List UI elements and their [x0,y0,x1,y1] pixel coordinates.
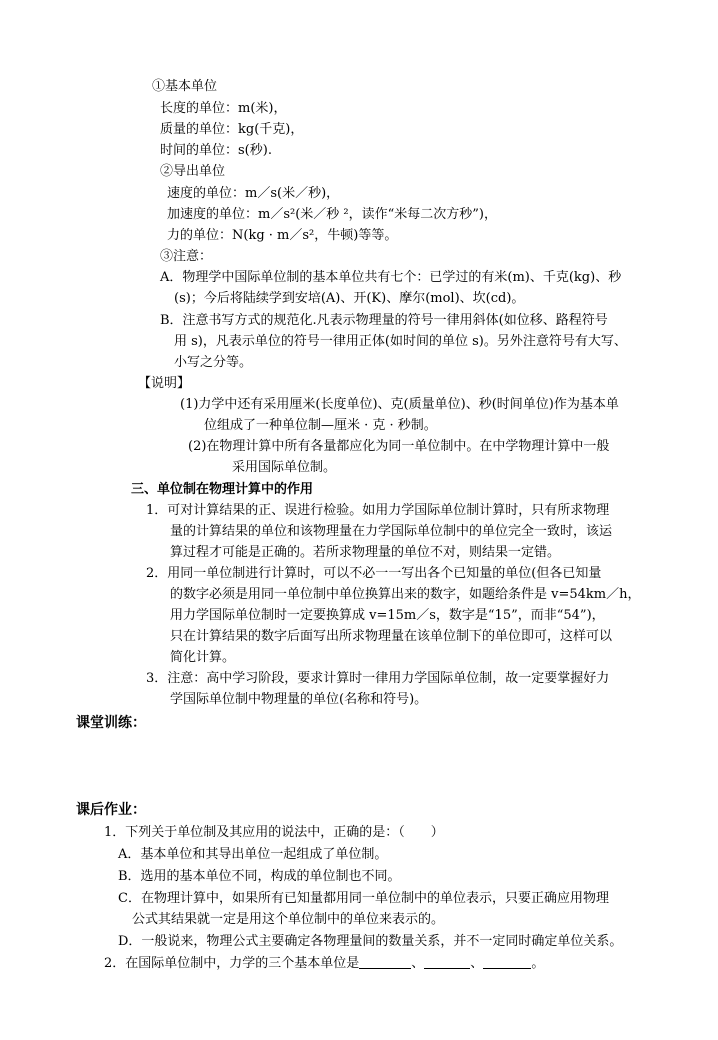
question-1: 1．下列关于单位制及其应用的说法中，正确的是：（ ） [104,825,444,840]
homework-heading: 课后作业： [76,802,146,818]
question-2-text: 2．在国际单位制中，力学的三个基本单位是 [104,956,360,971]
derived-units-heading: ②导出单位 [160,164,226,179]
section-3-item-3-line-1: 3．注意：高中学习阶段，要求计算时一律用力学国际单位制，故一定要掌握好力 [146,671,610,686]
speed-unit-line: 速度的单位：m／s(米／秒)， [167,186,340,201]
acceleration-unit-line: 加速度的单位：m／s²(米／秒 ²，读作“米每二次方秒”)， [167,207,497,222]
question-1-option-c-line-2: 公式其结果就一定是用这个单位制中的单位来表示的。 [132,912,445,927]
notes-heading: ③注意： [160,249,213,264]
section-3-item-2-line-3: 用力学国际单位制时一定要换算成 v=15m／s，数字是“15”，而非“54”)， [170,608,605,623]
explanation-2-line-1: (2)在物理计算中所有各量都应化为同一单位制中。在中学物理计算中一般 [188,439,610,454]
explanation-heading: 【说明】 [138,376,191,391]
explanation-1-line-1: (1)力学中还有采用厘米(长度单位)、克(质量单位)、秒(时间单位)作为基本单 [180,397,619,412]
question-1-option-d: D．一般说来，物理公式主要确定各物理量间的数量关系，并不一定同时确定单位关系。 [118,934,623,949]
section-3-item-2-line-2: 的数字必须是用同一单位制中单位换算出来的数字，如题给条件是 v=54km／h， [170,587,641,602]
blank-separator: 、 [411,956,425,971]
basic-units-heading: ①基本单位 [152,79,218,94]
length-unit-line: 长度的单位：m(米)， [160,101,287,116]
answer-blank-3[interactable] [483,956,531,969]
mass-unit-line: 质量的单位：kg(千克)， [160,122,304,137]
question-2 [104,956,544,972]
note-a-line-1: A．物理学中国际单位制的基本单位共有七个：已学过的有米(m)、千克(kg)、秒 [160,270,622,285]
question-1-option-c-line-1: C．在物理计算中，如果所有已知量都用同一单位制中的单位表示，只要正确应用物理 [118,891,609,906]
section-3-item-1-line-3: 算过程才可能是正确的。若所求物理量的单位不对，则结果一定错。 [170,545,561,560]
question-1-option-b: B．选用的基本单位不同，构成的单位制也不同。 [118,869,401,884]
force-unit-line: 力的单位：N(kg · m／s²，牛顿)等等。 [167,228,398,243]
answer-blank-2[interactable] [424,956,470,969]
note-a-line-2: (s)；今后将陆续学到安培(A)、开(K)、摩尔(mol)、坎(cd)。 [174,291,525,306]
note-b-line-1: B．注意书写方式的规范化.凡表示物理量的符号一律用斜体(如位移、路程符号 [160,313,608,328]
section-3-item-3-line-2: 学国际单位制中物理量的单位(名称和符号)。 [170,692,428,707]
section-3-item-2-line-5: 简化计算。 [170,650,236,665]
note-b-line-2: 用 s)，凡表示单位的符号一律用正体(如时间的单位 s)。另外注意符号有大写、 [174,334,627,349]
question-1-option-a: A．基本单位和其导出单位一起组成了单位制。 [118,847,388,862]
note-b-line-3: 小写之分等。 [174,355,253,370]
question-2-end: 。 [531,956,545,971]
explanation-2-line-2: 采用国际单位制。 [232,460,337,475]
time-unit-line: 时间的单位：s(秒). [160,143,272,158]
section-3-heading: 三、单位制在物理计算中的作用 [131,482,314,497]
explanation-1-line-2: 位组成了一种单位制—厘米 · 克 · 秒制。 [204,418,437,433]
section-3-item-1-line-2: 量的计算结果的单位和该物理量在力学国际单位制中的单位完全一致时，该运 [170,524,613,539]
blank-separator: 、 [470,956,484,971]
section-3-item-1-line-1: 1．可对计算结果的正、误进行检验。如用力学国际单位制计算时，只有所求物理 [146,503,610,518]
answer-blank-1[interactable] [359,956,411,969]
section-3-item-2-line-4: 只在计算结果的数字后面写出所求物理量在该单位制下的单位即可，这样可以 [170,629,613,644]
classroom-training-heading: 课堂训练： [76,715,146,731]
section-3-item-2-line-1: 2．用同一单位制进行计算时，可以不必一一写出各个已知量的单位(但各已知量 [146,566,602,581]
